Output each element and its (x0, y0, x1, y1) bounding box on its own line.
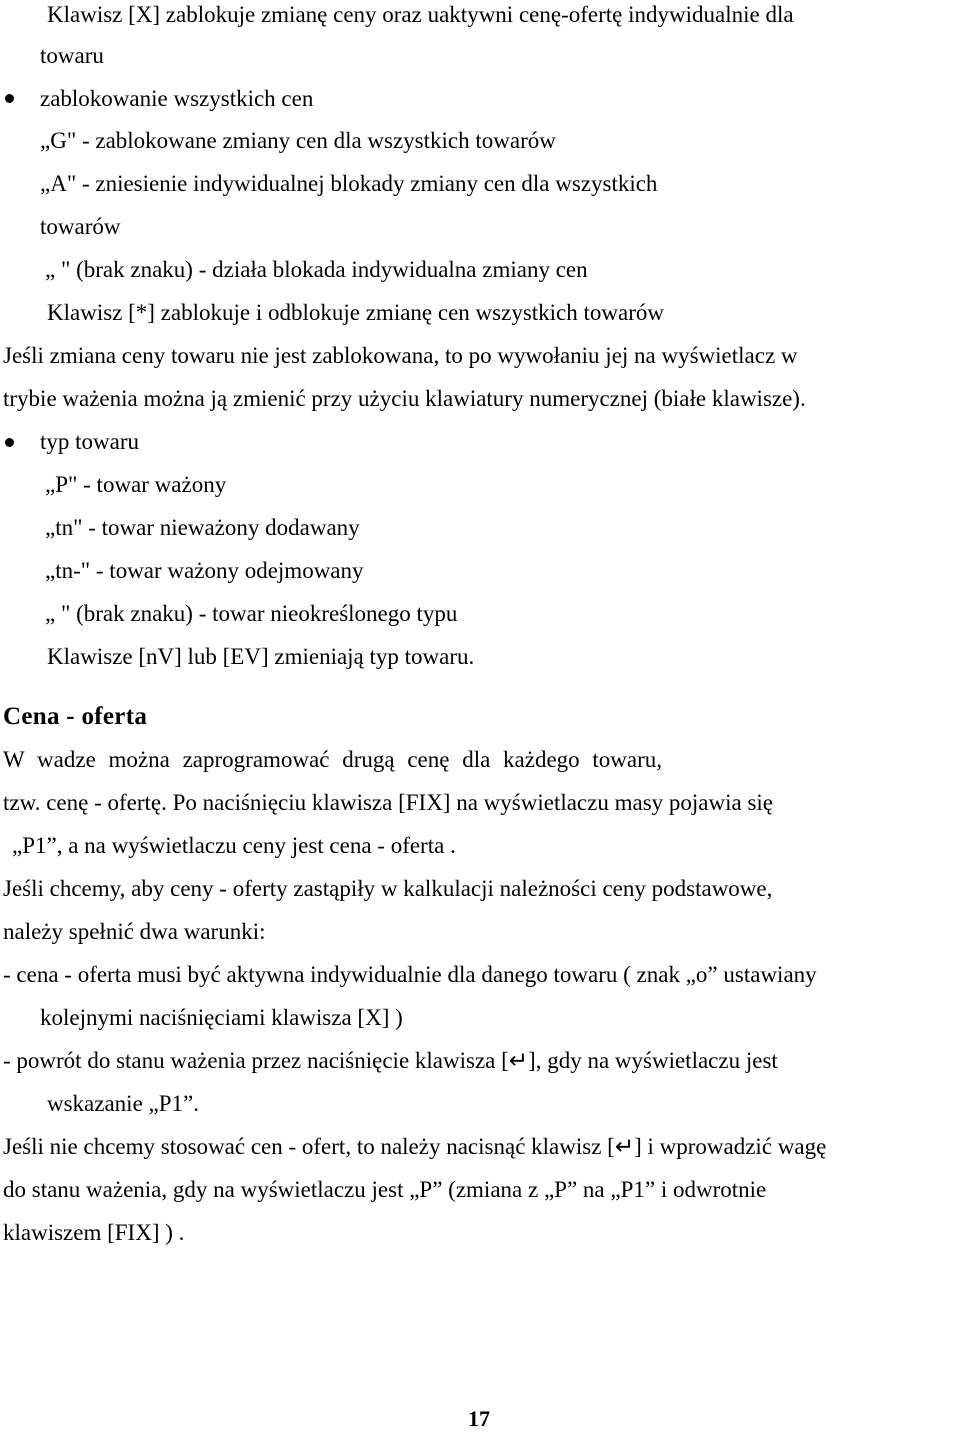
bullet-title: typ towaru (40, 429, 140, 454)
bullet-title: zablokowanie wszystkich cen (40, 86, 314, 111)
paragraph-line: Jeśli nie chcemy stosować cen - ofert, to należy nacisnąć klawisz [↵] i wprowadzić wagę (3, 1134, 827, 1159)
option-line: „tn-" - towar ważony odejmowany (45, 558, 364, 583)
paragraph-line: „P1”, a na wyświetlaczu ceny jest cena - oferta . (12, 833, 456, 858)
option-line: towarów (40, 214, 121, 239)
option-line: „P" - towar ważony (45, 472, 227, 497)
paragraph-line: należy spełnić dwa warunki: (3, 919, 266, 944)
paragraph-line: Jeśli chcemy, aby ceny - oferty zastąpiły w kalkulacji należności ceny podstawowe, (3, 876, 773, 901)
paragraph-line: - cena - oferta musi być aktywna indywidualnie dla danego towaru ( znak „o” ustawiany (3, 962, 817, 987)
paragraph-line: W wadze można zaprogramować drugą cenę dla każdego towaru, (3, 747, 663, 772)
paragraph-line: Jeśli zmiana ceny towaru nie jest zablokowana, to po wywołaniu jej na wyświetlacz w (3, 343, 798, 368)
bullet-icon (5, 438, 14, 447)
paragraph-line: kolejnymi naciśnięciami klawisza [X] ) (40, 1005, 403, 1030)
option-line: „G" - zablokowane zmiany cen dla wszystkich towarów (40, 128, 556, 153)
text-line: towaru (40, 43, 104, 68)
option-line: „ " (brak znaku) - działa blokada indywidualna zmiany cen (45, 257, 588, 282)
section-heading: Cena - oferta (3, 703, 148, 730)
page-number: 17 (468, 1406, 490, 1431)
paragraph-line: klawiszem [FIX] ) . (3, 1220, 185, 1245)
note-line: Klawisz [*] zablokuje i odblokuje zmianę cen wszystkich towarów (47, 300, 664, 325)
note-line: Klawisze [nV] lub [EV] zmieniają typ towaru. (47, 644, 475, 669)
paragraph-line: do stanu ważenia, gdy na wyświetlaczu jest „P” (zmiana z „P” na „P1” i odwrotnie (3, 1177, 767, 1202)
option-line: „ " (brak znaku) - towar nieokreślonego typu (45, 601, 458, 626)
paragraph-line: wskazanie „P1”. (47, 1091, 199, 1116)
option-line: „tn" - towar nieważony dodawany (45, 515, 360, 540)
paragraph-line: trybie ważenia można ją zmienić przy użyciu klawiatury numerycznej (białe klawisze). (3, 386, 806, 411)
paragraph-line: - powrót do stanu ważenia przez naciśnięcie klawisza [↵], gdy na wyświetlaczu jest (3, 1048, 778, 1073)
bullet-icon (5, 94, 14, 103)
option-line: „A" - zniesienie indywidualnej blokady zmiany cen dla wszystkich (40, 171, 658, 196)
paragraph-line: tzw. cenę - ofertę. Po naciśnięciu klawisza [FIX] na wyświetlaczu masy pojawia się (3, 790, 774, 815)
text-line: Klawisz [X] zablokuje zmianę ceny oraz uaktywni cenę-ofertę indywidualnie dla (47, 2, 794, 27)
